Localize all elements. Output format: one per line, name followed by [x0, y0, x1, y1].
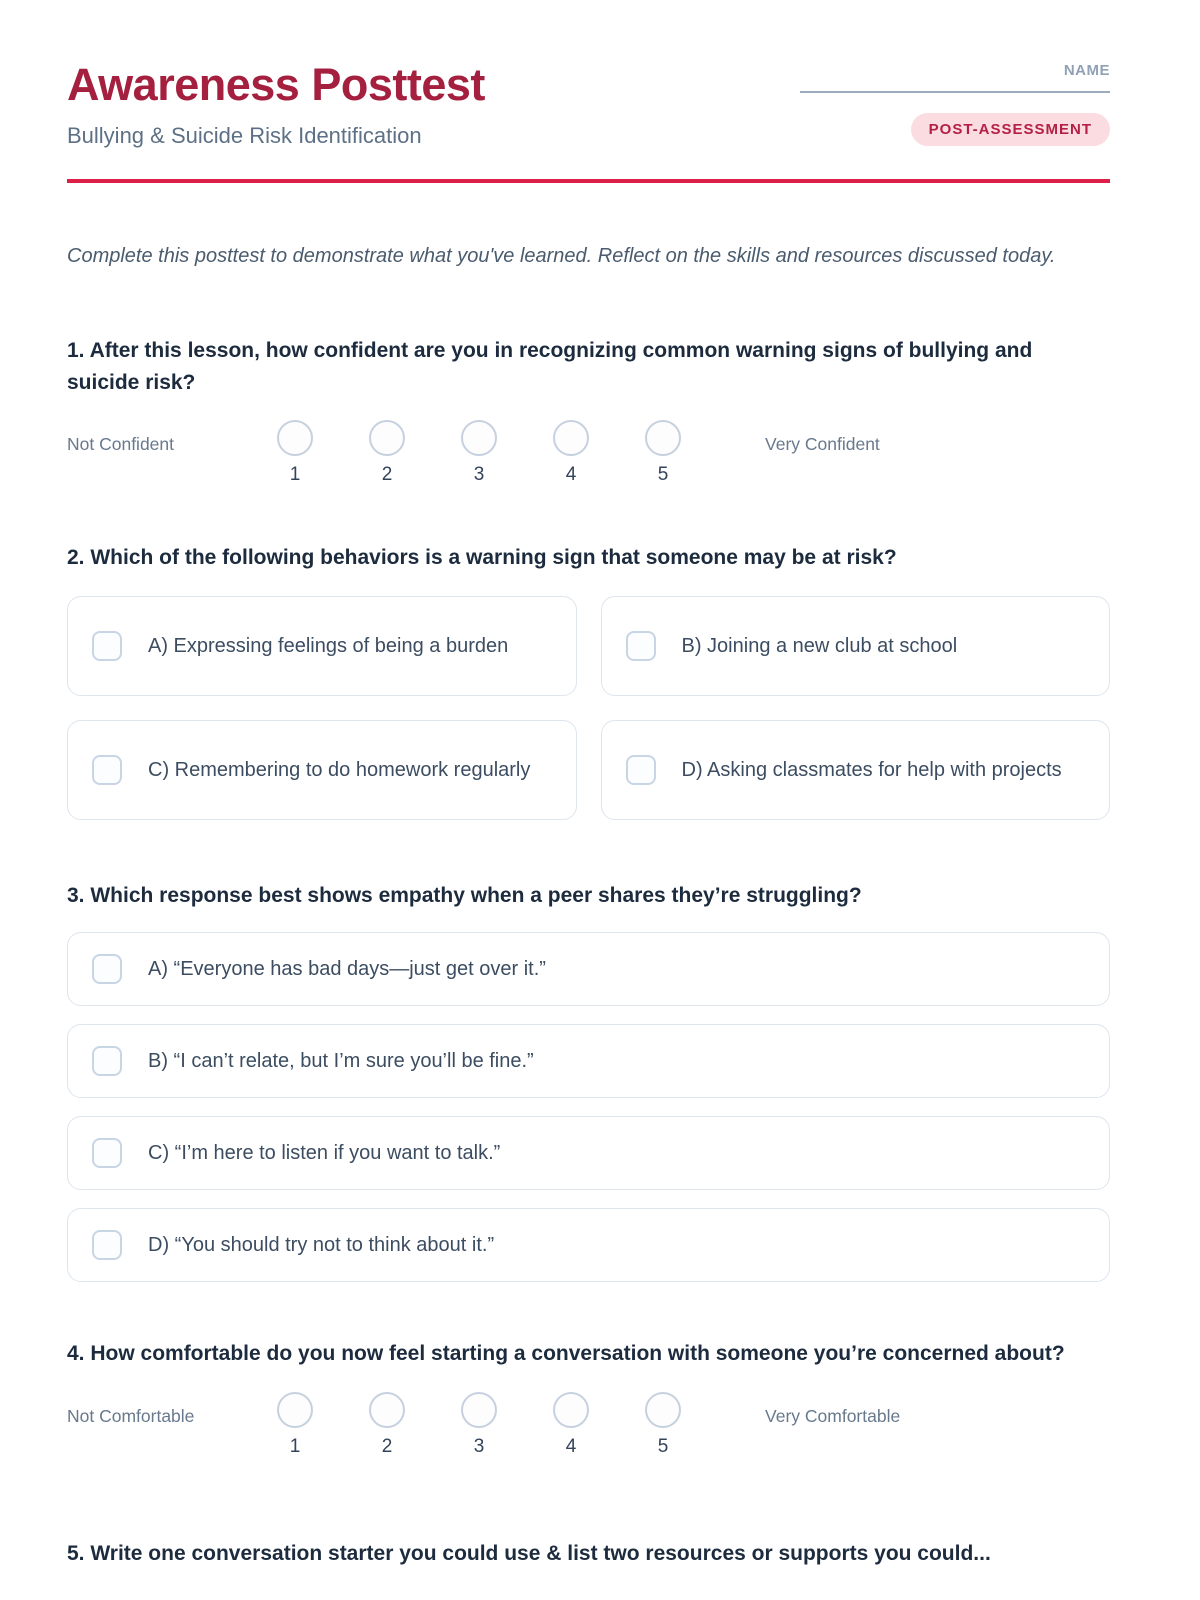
radio-circle-3[interactable]: [461, 1392, 497, 1428]
checkbox-icon[interactable]: [92, 631, 122, 661]
scale-number: 3: [473, 1436, 485, 1458]
radio-circle-5[interactable]: [645, 420, 681, 456]
scale-option-4: [553, 420, 589, 486]
option-label: A) “Everyone has bad days—just get over it.”: [148, 958, 546, 981]
option-card-c[interactable]: [67, 1116, 1110, 1190]
scale-option-1: [277, 420, 313, 486]
radio-circle-4[interactable]: [553, 420, 589, 456]
radio-circle-2[interactable]: [369, 1392, 405, 1428]
question-1-scale: [67, 420, 1110, 486]
scale-option-3: [461, 1392, 497, 1458]
scale-number: 3: [473, 464, 485, 486]
scale-number: 2: [381, 464, 393, 486]
checkbox-icon[interactable]: [92, 755, 122, 785]
option-label: D) “You should try not to think about it.”: [148, 1234, 495, 1257]
option-card-c[interactable]: [67, 720, 577, 820]
scale-number: 4: [565, 464, 577, 486]
option-label: D) Asking classmates for help with projects: [681, 759, 1062, 782]
question-5-heading: 5. Write one conversation starter you could use & list two resources or supports you could...: [67, 1542, 991, 1566]
scale-option-4: [553, 1392, 589, 1458]
question-4-heading: 4. How comfortable do you now feel starting a conversation with someone you’re concerned about?: [67, 1342, 1065, 1366]
scale-right-label: Very Confident: [765, 434, 880, 455]
name-block: [800, 62, 1110, 146]
scale-number: 5: [657, 1436, 669, 1458]
question-2-heading: 2. Which of the following behaviors is a warning sign that someone may be at risk?: [67, 546, 897, 570]
option-card-b[interactable]: [601, 596, 1111, 696]
header-titles: [67, 59, 485, 149]
scale-number: 5: [657, 464, 669, 486]
option-card-a[interactable]: [67, 932, 1110, 1006]
option-card-b[interactable]: [67, 1024, 1110, 1098]
page-title: Awareness Posttest: [67, 59, 485, 110]
header: [67, 0, 1110, 149]
scale-option-5: [645, 1392, 681, 1458]
name-input-line[interactable]: [800, 79, 1110, 93]
option-label: B) “I can’t relate, but I’m sure you’ll be fine.”: [148, 1050, 534, 1073]
checkbox-icon[interactable]: [92, 1230, 122, 1260]
scale-number: 4: [565, 1436, 577, 1458]
post-assessment-badge: POST-ASSESSMENT: [911, 113, 1110, 146]
header-divider: [67, 179, 1110, 183]
question-3-heading: 3. Which response best shows empathy when a peer shares they’re struggling?: [67, 884, 862, 908]
radio-circle-3[interactable]: [461, 420, 497, 456]
radio-circle-2[interactable]: [369, 420, 405, 456]
scale-option-1: [277, 1392, 313, 1458]
scale-option-2: [369, 420, 405, 486]
scale-number: 2: [381, 1436, 393, 1458]
question-2-options: [67, 596, 1110, 820]
scale-option-3: [461, 420, 497, 486]
scale-left-label: Not Confident: [67, 434, 175, 455]
scale-number: 1: [289, 1436, 301, 1458]
scale-left-label: Not Comfortable: [67, 1406, 195, 1427]
checkbox-icon[interactable]: [92, 1138, 122, 1168]
option-label: C) Remembering to do homework regularly: [148, 759, 531, 782]
scale-options: [277, 1392, 681, 1458]
scale-number: 1: [289, 464, 301, 486]
option-card-d[interactable]: [601, 720, 1111, 820]
intro-text: Complete this posttest to demonstrate what you've learned. Reflect on the skills and resources discussed today.: [67, 245, 1056, 267]
question-4-scale: [67, 1392, 1110, 1458]
checkbox-icon[interactable]: [92, 954, 122, 984]
scale-option-5: [645, 420, 681, 486]
scale-right-label: Very Comfortable: [765, 1406, 901, 1427]
checkbox-icon[interactable]: [626, 631, 656, 661]
question-1-heading: 1. After this lesson, how confident are you in recognizing common warning signs of bullying and suicide risk?: [67, 338, 1033, 394]
scale-options: [277, 420, 681, 486]
page-subtitle: Bullying & Suicide Risk Identification: [67, 123, 422, 148]
option-label: C) “I’m here to listen if you want to talk.”: [148, 1142, 501, 1165]
checkbox-icon[interactable]: [92, 1046, 122, 1076]
question-3-options: [67, 932, 1110, 1282]
option-card-d[interactable]: [67, 1208, 1110, 1282]
option-label: A) Expressing feelings of being a burden: [148, 635, 509, 658]
radio-circle-1[interactable]: [277, 1392, 313, 1428]
option-label: B) Joining a new club at school: [681, 635, 958, 658]
radio-circle-5[interactable]: [645, 1392, 681, 1428]
name-label: NAME: [1063, 62, 1110, 79]
checkbox-icon[interactable]: [626, 755, 656, 785]
scale-option-2: [369, 1392, 405, 1458]
option-card-a[interactable]: [67, 596, 577, 696]
radio-circle-4[interactable]: [553, 1392, 589, 1428]
radio-circle-1[interactable]: [277, 420, 313, 456]
